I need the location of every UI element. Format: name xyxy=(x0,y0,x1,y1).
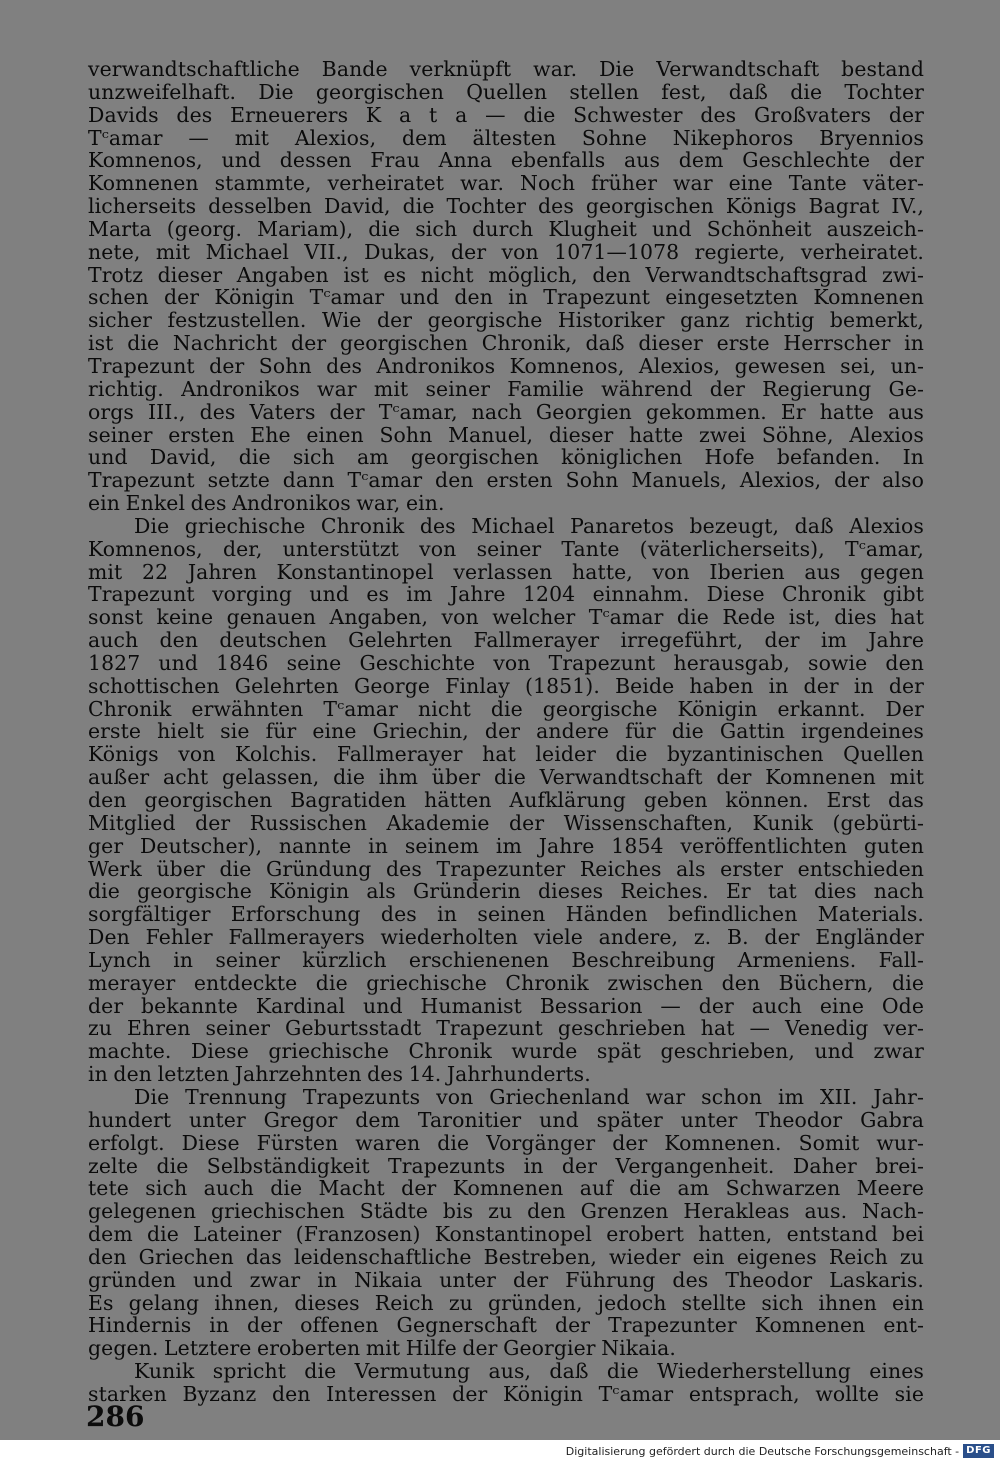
text-line: sonst keine genauen Angaben, von welcher Tᶜamar die Rede ist, dies hat xyxy=(88,605,924,630)
text-line: Komnenos, der, unterstützt von seiner Tante (väterlicherseits), Tᶜamar, xyxy=(88,536,924,561)
text-line: Lynch in seiner kürzlich erschienenen Beschreibung Armeniens. Fall- xyxy=(88,947,924,972)
dfg-logo-icon: DFG xyxy=(963,1444,994,1458)
text-line: Trapezunt vorging und es im Jahre 1204 einnahm. Diese Chronik gibt xyxy=(88,582,924,607)
text-line: hundert unter Gregor dem Taronitier und später unter Theodor Gabra xyxy=(88,1107,924,1132)
text-line: orgs III., des Vaters der Tᶜamar, nach Georgien gekommen. Er hatte aus xyxy=(88,399,924,424)
text-line: Trapezunt setzte dann Tᶜamar den ersten Sohn Manuels, Alexios, der also xyxy=(88,468,924,493)
text-line: merayer entdeckte die griechische Chronik zwischen den Büchern, die xyxy=(88,970,924,995)
text-line: dem die Lateiner (Franzosen) Konstantinopel erobert hatten, entstand bei xyxy=(88,1222,924,1247)
text-line: ger Deutscher), nannte in seinem im Jahre 1854 veröffentlichten guten xyxy=(88,833,924,858)
text-line: gelegenen griechischen Städte bis zu den Grenzen Herakleas aus. Nach- xyxy=(88,1199,924,1224)
text-line: Den Fehler Fallmerayers wiederholten viele andere, z. B. der Engländer xyxy=(88,925,924,950)
text-line: erfolgt. Diese Fürsten waren die Vorgänger der Komnenen. Somit wur- xyxy=(88,1130,924,1155)
text-line: Trapezunt der Sohn des Andronikos Komnenos, Alexios, gewesen sei, un- xyxy=(88,353,924,378)
text-line: Trotz dieser Angaben ist es nicht möglich, den Verwandtschaftsgrad zwi- xyxy=(88,262,924,287)
text-line: starken Byzanz den Interessen der Königin Tᶜamar entsprach, wollte sie xyxy=(88,1381,924,1406)
text-line: schottischen Gelehrten George Finlay (1851). Beide haben in der in der xyxy=(88,673,924,698)
text-line: Die Trennung Trapezunts von Griechenland war schon im XII. Jahr- xyxy=(134,1084,924,1109)
text-line: sicher festzustellen. Wie der georgische Historiker ganz richtig bemerkt, xyxy=(88,308,924,333)
text-line: Die griechische Chronik des Michael Panaretos bezeugt, daß Alexios xyxy=(134,513,924,538)
text-line: gegen. Letztere eroberten mit Hilfe der Georgier Nikaia. xyxy=(88,1336,676,1361)
text-line: machte. Diese griechische Chronik wurde spät geschrieben, und zwar xyxy=(88,1039,924,1064)
text-line: zu Ehren seiner Geburtsstadt Trapezunt geschrieben hat — Venedig ver- xyxy=(88,1016,924,1041)
text-line: unzweifelhaft. Die georgischen Quellen stellen fest, daß die Tochter xyxy=(88,79,924,104)
footer-text: Digitalisierung gefördert durch die Deutsche Forschungsgemeinschaft - xyxy=(565,1444,960,1458)
text-line: Mitglied der Russischen Akademie der Wissenschaften, Kunik (gebürti- xyxy=(88,810,924,835)
text-line: Marta (georg. Mariam), die sich durch Klugheit und Schönheit auszeich- xyxy=(88,216,924,241)
text-line: schen der Königin Tᶜamar und den in Trapezunt eingesetzten Komnenen xyxy=(88,285,924,310)
text-line: ist die Nachricht der georgischen Chronik, daß dieser erste Herrscher in xyxy=(88,331,924,356)
text-line: Komnenen stammte, verheiratet war. Noch früher war eine Tante väter- xyxy=(88,171,924,196)
text-line: nete, mit Michael VII., Dukas, der von 1071—1078 regierte, verheiratet. xyxy=(88,239,924,264)
text-line: die georgische Königin als Gründerin dieses Reiches. Er tat dies nach xyxy=(88,879,924,904)
text-line: ein Enkel des Andronikos war, ein. xyxy=(88,491,445,516)
text-line: den Griechen das leidenschaftliche Bestreben, wieder ein eigenes Reich zu xyxy=(88,1244,924,1269)
text-line: verwandtschaftliche Bande verknüpft war. Die Verwandtschaft bestand xyxy=(88,57,924,81)
text-line: seiner ersten Ehe einen Sohn Manuel, dieser hatte zwei Söhne, Alexios xyxy=(88,422,924,447)
text-line: licherseits desselben David, die Tochter des georgischen Königs Bagrat IV., xyxy=(88,194,924,219)
page-number: 286 xyxy=(86,1400,145,1433)
text-line: außer acht gelassen, die ihm über die Verwandtschaft der Komnenen mit xyxy=(88,765,924,790)
text-line: mit 22 Jahren Konstantinopel verlassen hatte, von Iberien aus gegen xyxy=(88,559,924,584)
text-line: richtig. Andronikos war mit seiner Familie während der Regierung Ge- xyxy=(88,376,924,401)
text-line: Tᶜamar — mit Alexios, dem ältesten Sohne Nikephoros Bryennios xyxy=(88,125,924,150)
funding-footer xyxy=(566,1444,994,1458)
text-line: und David, die sich am georgischen königlichen Hofe befanden. In xyxy=(88,445,924,470)
text-line: sorgfältiger Erforschung des in seinen Händen befindlichen Materials. xyxy=(88,902,924,927)
text-line: auch den deutschen Gelehrten Fallmerayer irregeführt, der im Jahre xyxy=(88,628,924,653)
text-line: der bekannte Kardinal und Humanist Bessarion — der auch eine Ode xyxy=(88,993,924,1018)
text-line: Werk über die Gründung des Trapezunter Reiches als erster entschieden xyxy=(88,856,924,881)
text-line: den georgischen Bagratiden hätten Aufklärung geben können. Erst das xyxy=(88,788,924,812)
text-line: tete sich auch die Macht der Komnenen auf die am Schwarzen Meere xyxy=(88,1176,924,1201)
text-line: Komnenos, und dessen Frau Anna ebenfalls aus dem Geschlechte der xyxy=(88,148,924,173)
text-line: Es gelang ihnen, dieses Reich zu gründen, jedoch stellte sich ihnen ein xyxy=(88,1290,924,1315)
text-line: Davids des Erneuerers K a t a — die Schwester des Großvaters der xyxy=(88,102,924,127)
text-line: 1827 und 1846 seine Geschichte von Trapezunt herausgab, sowie den xyxy=(88,650,924,675)
text-line: Hindernis in der offenen Gegnerschaft der Trapezunter Komnenen ent- xyxy=(88,1313,924,1338)
body-text xyxy=(88,58,924,1406)
text-line: gründen und zwar in Nikaia unter der Führung des Theodor Laskaris. xyxy=(88,1267,924,1292)
text-line: in den letzten Jahrzehnten des 14. Jahrhunderts. xyxy=(88,1062,591,1087)
text-line: Kunik spricht die Vermutung aus, daß die Wiederherstellung eines xyxy=(134,1359,924,1384)
text-line: zelte die Selbständigkeit Trapezunts in der Vergangenheit. Daher brei- xyxy=(88,1153,924,1178)
text-line: Chronik erwähnten Tᶜamar nicht die georgische Königin erkannt. Der xyxy=(88,696,924,721)
text-line: erste hielt sie für eine Griechin, der andere für die Gattin irgendeines xyxy=(88,719,924,744)
text-line: Königs von Kolchis. Fallmerayer hat leider die byzantinischen Quellen xyxy=(88,742,924,767)
